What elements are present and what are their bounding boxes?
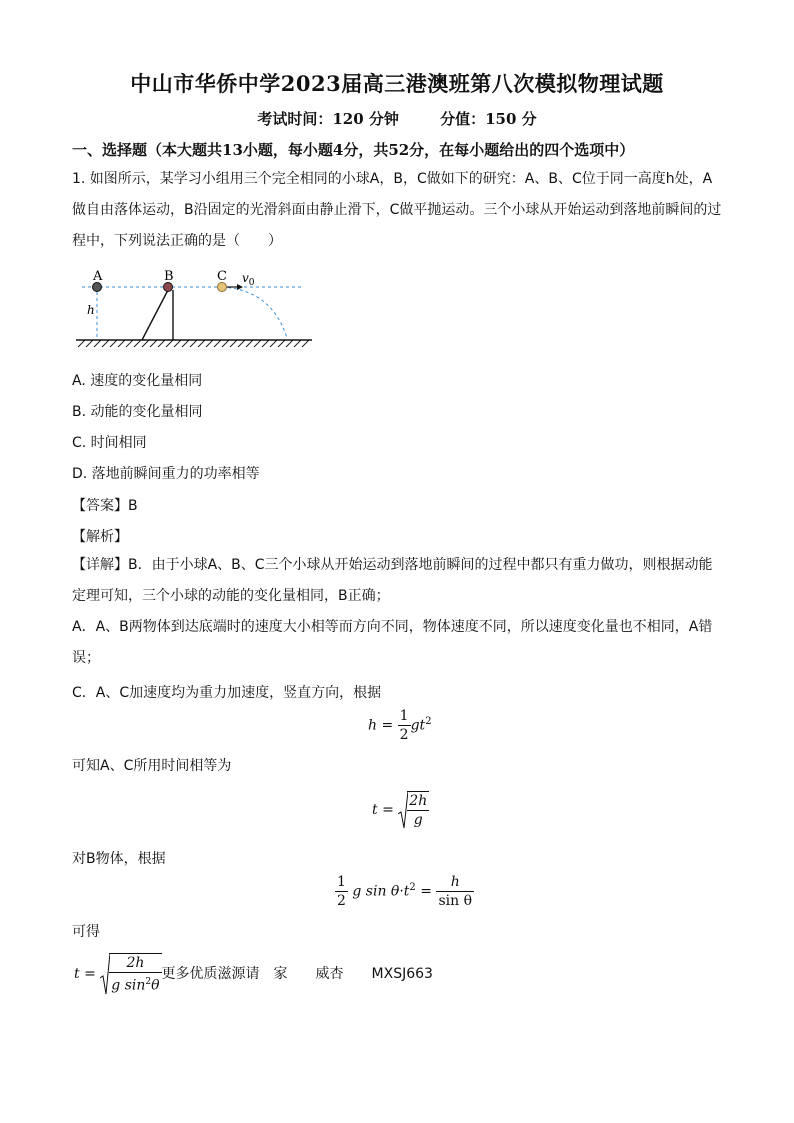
eq2-den: g <box>413 812 423 828</box>
label-v-sub: 0 <box>248 278 255 288</box>
section-heading: 一、选择题（本大题共13小题，每小题4分，共52分，在每小题给出的四个选项中） <box>72 141 635 159</box>
ground-hatch <box>78 340 309 347</box>
eq2-fraction <box>407 791 429 829</box>
exam-meta <box>0 108 794 129</box>
eq1-eq: = <box>381 717 394 734</box>
known-ac: 可知A、C所用时间相等为 <box>72 758 232 774</box>
projectile-path-c <box>222 287 287 338</box>
question-1-figure <box>72 262 317 352</box>
eq3-den1: 2 <box>337 893 346 909</box>
exam-time: 考试时间：120 分钟 <box>257 110 399 128</box>
eq1-exp: 2 <box>425 715 432 727</box>
eq1-lhs: h <box>368 717 378 734</box>
label-v: v <box>242 271 249 285</box>
eq2-eq: = <box>382 802 394 818</box>
eq1-rhs: gt <box>410 717 426 734</box>
eq2-num: 2h <box>409 793 428 809</box>
eq3-num1: 1 <box>337 874 346 890</box>
eq2-lhs: t <box>372 802 378 818</box>
label-b: B <box>164 269 174 284</box>
exam-score: 分值：150 分 <box>440 110 537 128</box>
label-h: h <box>87 303 95 317</box>
eq4-den-base: g sin <box>111 977 146 994</box>
eq3-frac2 <box>436 873 474 910</box>
analysis-label: 【解析】 <box>72 529 128 545</box>
equation-4 <box>74 952 433 996</box>
for-b: 对B物体，根据 <box>72 851 166 867</box>
eq1-den: 2 <box>399 727 409 743</box>
eq4-lhs: t <box>74 966 80 982</box>
eq1-fraction <box>398 707 411 744</box>
label-a: A <box>93 269 103 284</box>
eq4-num: 2h <box>109 954 161 973</box>
trailer-text: 更多优质滋源请 家 威杏 MXSJ663 <box>161 966 433 982</box>
page-title: 中山市华侨中学2023届高三港澳班第八次模拟物理试题 <box>130 71 664 96</box>
eq4-eq: = <box>84 966 96 982</box>
label-v0 <box>242 271 255 288</box>
eq3-eq: = <box>420 883 432 900</box>
obtain: 可得 <box>72 924 100 940</box>
question-1-text: 1. 如图所示，某学习小组用三个完全相同的小球A，B，C做如下的研究：A、B、C位于同一高度h处，A做自由落体运动，B沿固定的光滑斜面由静止滑下，C做平抛运动。三个小球从开始运动到落地前瞬间的过程中，下列说法正确的是（ ） <box>72 171 722 249</box>
option-b: B. 动能的变化量相同 <box>72 404 203 420</box>
answer-line: 【答案】B <box>72 498 138 514</box>
option-d: D. 落地前瞬间重力的功率相等 <box>72 466 260 482</box>
eq3-mid: g sin θ·t <box>352 883 410 900</box>
equation-3 <box>335 873 474 910</box>
eq1-num: 1 <box>399 708 409 724</box>
equation-2 <box>372 790 429 830</box>
eq4-fraction <box>109 953 161 995</box>
eq3-den2: sin θ <box>438 893 472 909</box>
eq3-exp: 2 <box>409 881 416 893</box>
eq4-den-exp: 2 <box>145 977 152 988</box>
option-c: C. 时间相同 <box>72 435 147 451</box>
label-c: C <box>217 269 227 284</box>
eq4-den <box>109 973 161 995</box>
eq3-num2: h <box>436 873 474 892</box>
detail-b: 【详解】B．由于小球A、B、C三个小球从开始运动到落地前瞬间的过程中都只有重力做功，则根据动能定理可知，三个小球的动能的变化量相同，B正确； <box>72 557 713 604</box>
detail-a: A．A、B两物体到达底端时的速度大小相等而方向不同，物体速度不同，所以速度变化量也不相同，A错误； <box>72 619 713 666</box>
equation-1 <box>368 707 432 744</box>
incline-slope <box>142 290 168 340</box>
option-a: A. 速度的变化量相同 <box>72 373 203 389</box>
eq4-den-theta: θ <box>151 977 160 994</box>
eq3-frac1 <box>335 873 348 910</box>
detail-c: C．A、C加速度均为重力加速度，竖直方向，根据 <box>72 685 382 701</box>
